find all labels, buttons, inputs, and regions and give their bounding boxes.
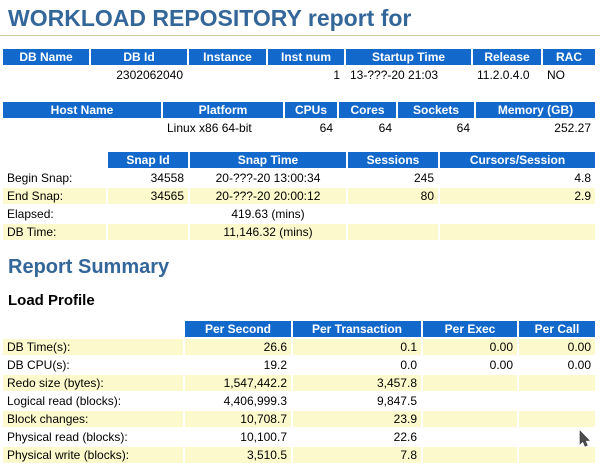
snap-time-cell: 20-???-20 13:00:34	[215, 171, 321, 186]
host-info-table	[1, 100, 597, 138]
table-row-end-snap	[3, 188, 595, 204]
per-second-cell: 1,547,442.2	[185, 375, 291, 391]
per-second-cell: 3,510.5	[185, 447, 291, 463]
row-label: Redo size (bytes):	[3, 375, 183, 391]
col-header-rac: RAC	[543, 49, 595, 65]
cores-value: 64	[378, 121, 392, 136]
col-header-per-exec: Per Exec	[423, 321, 517, 337]
per-exec-cell	[423, 429, 517, 445]
row-label: DB Time(s):	[3, 339, 183, 355]
per-exec-cell: 0.00	[423, 339, 517, 355]
load-profile-header-row	[3, 321, 595, 337]
table-row-block-changes	[3, 411, 595, 427]
sessions-cell: 245	[413, 171, 434, 186]
memory-value: 252.27	[554, 121, 591, 136]
row-label: Physical write (blocks):	[3, 447, 183, 463]
per-second-cell: 26.6	[185, 339, 291, 355]
host-info-value-row	[3, 120, 595, 136]
db-info-header-row	[3, 49, 595, 65]
db-name-value	[3, 67, 89, 83]
row-label: Block changes:	[3, 411, 183, 427]
table-row-redo-size	[3, 375, 595, 391]
table-row-physical-read	[3, 429, 595, 445]
col-header-db-name: DB Name	[3, 49, 89, 65]
col-header-release: Release	[473, 49, 541, 65]
host-name-value	[3, 120, 161, 136]
row-label: Logical read (blocks):	[7, 394, 122, 409]
col-header-sessions: Sessions	[348, 152, 438, 168]
cursors-session-cell	[440, 206, 595, 222]
blank-header-cell	[3, 152, 106, 168]
per-second-cell: 19.2	[263, 358, 287, 373]
platform-value: Linux x86 64-bit	[167, 121, 252, 136]
db-info-table	[1, 47, 597, 85]
per-call-cell	[519, 393, 595, 409]
per-exec-cell	[423, 393, 517, 409]
mouse-pointer-icon	[579, 431, 591, 447]
col-header-snap-time: Snap Time	[190, 152, 346, 168]
per-call-cell	[519, 447, 595, 463]
sessions-cell	[348, 206, 438, 222]
table-row-begin-snap	[3, 170, 595, 186]
per-call-cell	[519, 411, 595, 427]
col-header-cursors-session: Cursors/Session	[440, 152, 595, 168]
sessions-cell	[348, 224, 438, 240]
snapshot-header-row	[3, 152, 595, 168]
per-transaction-cell: 0.1	[293, 339, 421, 355]
col-header-per-second: Per Second	[185, 321, 291, 337]
col-header-snap-id: Snap Id	[108, 152, 188, 168]
instance-value	[189, 67, 266, 83]
col-header-host-name: Host Name	[3, 102, 161, 118]
snap-time-cell: 419.63 (mins)	[231, 207, 305, 222]
page-title: WORKLOAD REPOSITORY report for	[0, 5, 600, 36]
load-profile-table	[1, 319, 597, 465]
snap-id-cell: 34565	[108, 188, 188, 204]
cpus-value: 64	[319, 121, 333, 136]
table-row-db-cpu-s	[3, 357, 595, 373]
per-transaction-cell: 23.9	[293, 411, 421, 427]
table-row-db-time-s	[3, 339, 595, 355]
sockets-value: 64	[456, 121, 470, 136]
per-second-cell: 10,708.7	[185, 411, 291, 427]
cursors-session-cell	[440, 224, 595, 240]
col-header-cores: Cores	[339, 102, 396, 118]
col-header-per-call: Per Call	[519, 321, 595, 337]
per-transaction-cell: 3,457.8	[293, 375, 421, 391]
per-call-cell: 0.00	[567, 358, 591, 373]
snap-time-cell: 20-???-20 20:00:12	[190, 188, 346, 204]
per-transaction-cell: 7.8	[293, 447, 421, 463]
db-info-value-row	[3, 67, 595, 83]
col-header-instance: Instance	[189, 49, 266, 65]
row-label: Begin Snap:	[7, 171, 73, 186]
per-exec-cell: 0.00	[489, 358, 513, 373]
sessions-cell: 80	[348, 188, 438, 204]
col-header-db-id: DB Id	[91, 49, 187, 65]
per-second-cell: 10,100.7	[240, 430, 287, 445]
inst-num-value: 1	[333, 68, 340, 83]
row-label: DB CPU(s):	[7, 358, 70, 373]
per-call-cell: 0.00	[519, 339, 595, 355]
col-header-startup-time: Startup Time	[346, 49, 471, 65]
col-header-per-transaction: Per Transaction	[293, 321, 421, 337]
per-transaction-cell: 0.0	[400, 358, 417, 373]
snapshot-table	[1, 150, 597, 242]
host-info-header-row	[3, 102, 595, 118]
snap-id-cell	[108, 206, 188, 222]
row-label: End Snap:	[3, 188, 106, 204]
per-exec-cell	[423, 447, 517, 463]
col-header-sockets: Sockets	[398, 102, 474, 118]
report-summary-heading: Report Summary	[8, 256, 170, 279]
table-row-elapsed	[3, 206, 595, 222]
per-transaction-cell: 22.6	[393, 430, 417, 445]
row-label: Elapsed:	[7, 207, 54, 222]
col-header-inst-num: Inst num	[268, 49, 344, 65]
release-value: 11.2.0.4.0	[477, 68, 530, 83]
col-header-platform: Platform	[163, 102, 283, 118]
per-call-cell	[519, 375, 595, 391]
db-id-value: 2302062040	[116, 68, 183, 83]
row-label: DB Time:	[3, 224, 106, 240]
startup-time-value: 13-???-20 21:03	[350, 68, 439, 83]
snap-id-cell	[108, 224, 188, 240]
table-row-physical-write	[3, 447, 595, 463]
table-row-db-time	[3, 224, 595, 240]
rac-value: NO	[547, 68, 565, 83]
col-header-cpus: CPUs	[285, 102, 337, 118]
per-transaction-cell: 9,847.5	[376, 394, 417, 409]
snap-id-cell: 34558	[150, 171, 184, 186]
cursors-session-cell: 4.8	[574, 171, 591, 186]
per-exec-cell	[423, 375, 517, 391]
load-profile-heading: Load Profile	[8, 292, 95, 310]
row-label: Physical read (blocks):	[7, 430, 128, 445]
table-row-logical-read	[3, 393, 595, 409]
blank-header-cell	[3, 321, 183, 337]
col-header-memory: Memory (GB)	[476, 102, 595, 118]
per-second-cell: 4,406,999.3	[223, 394, 287, 409]
cursors-session-cell: 2.9	[440, 188, 595, 204]
per-exec-cell	[423, 411, 517, 427]
snap-time-cell: 11,146.32 (mins)	[190, 224, 346, 240]
